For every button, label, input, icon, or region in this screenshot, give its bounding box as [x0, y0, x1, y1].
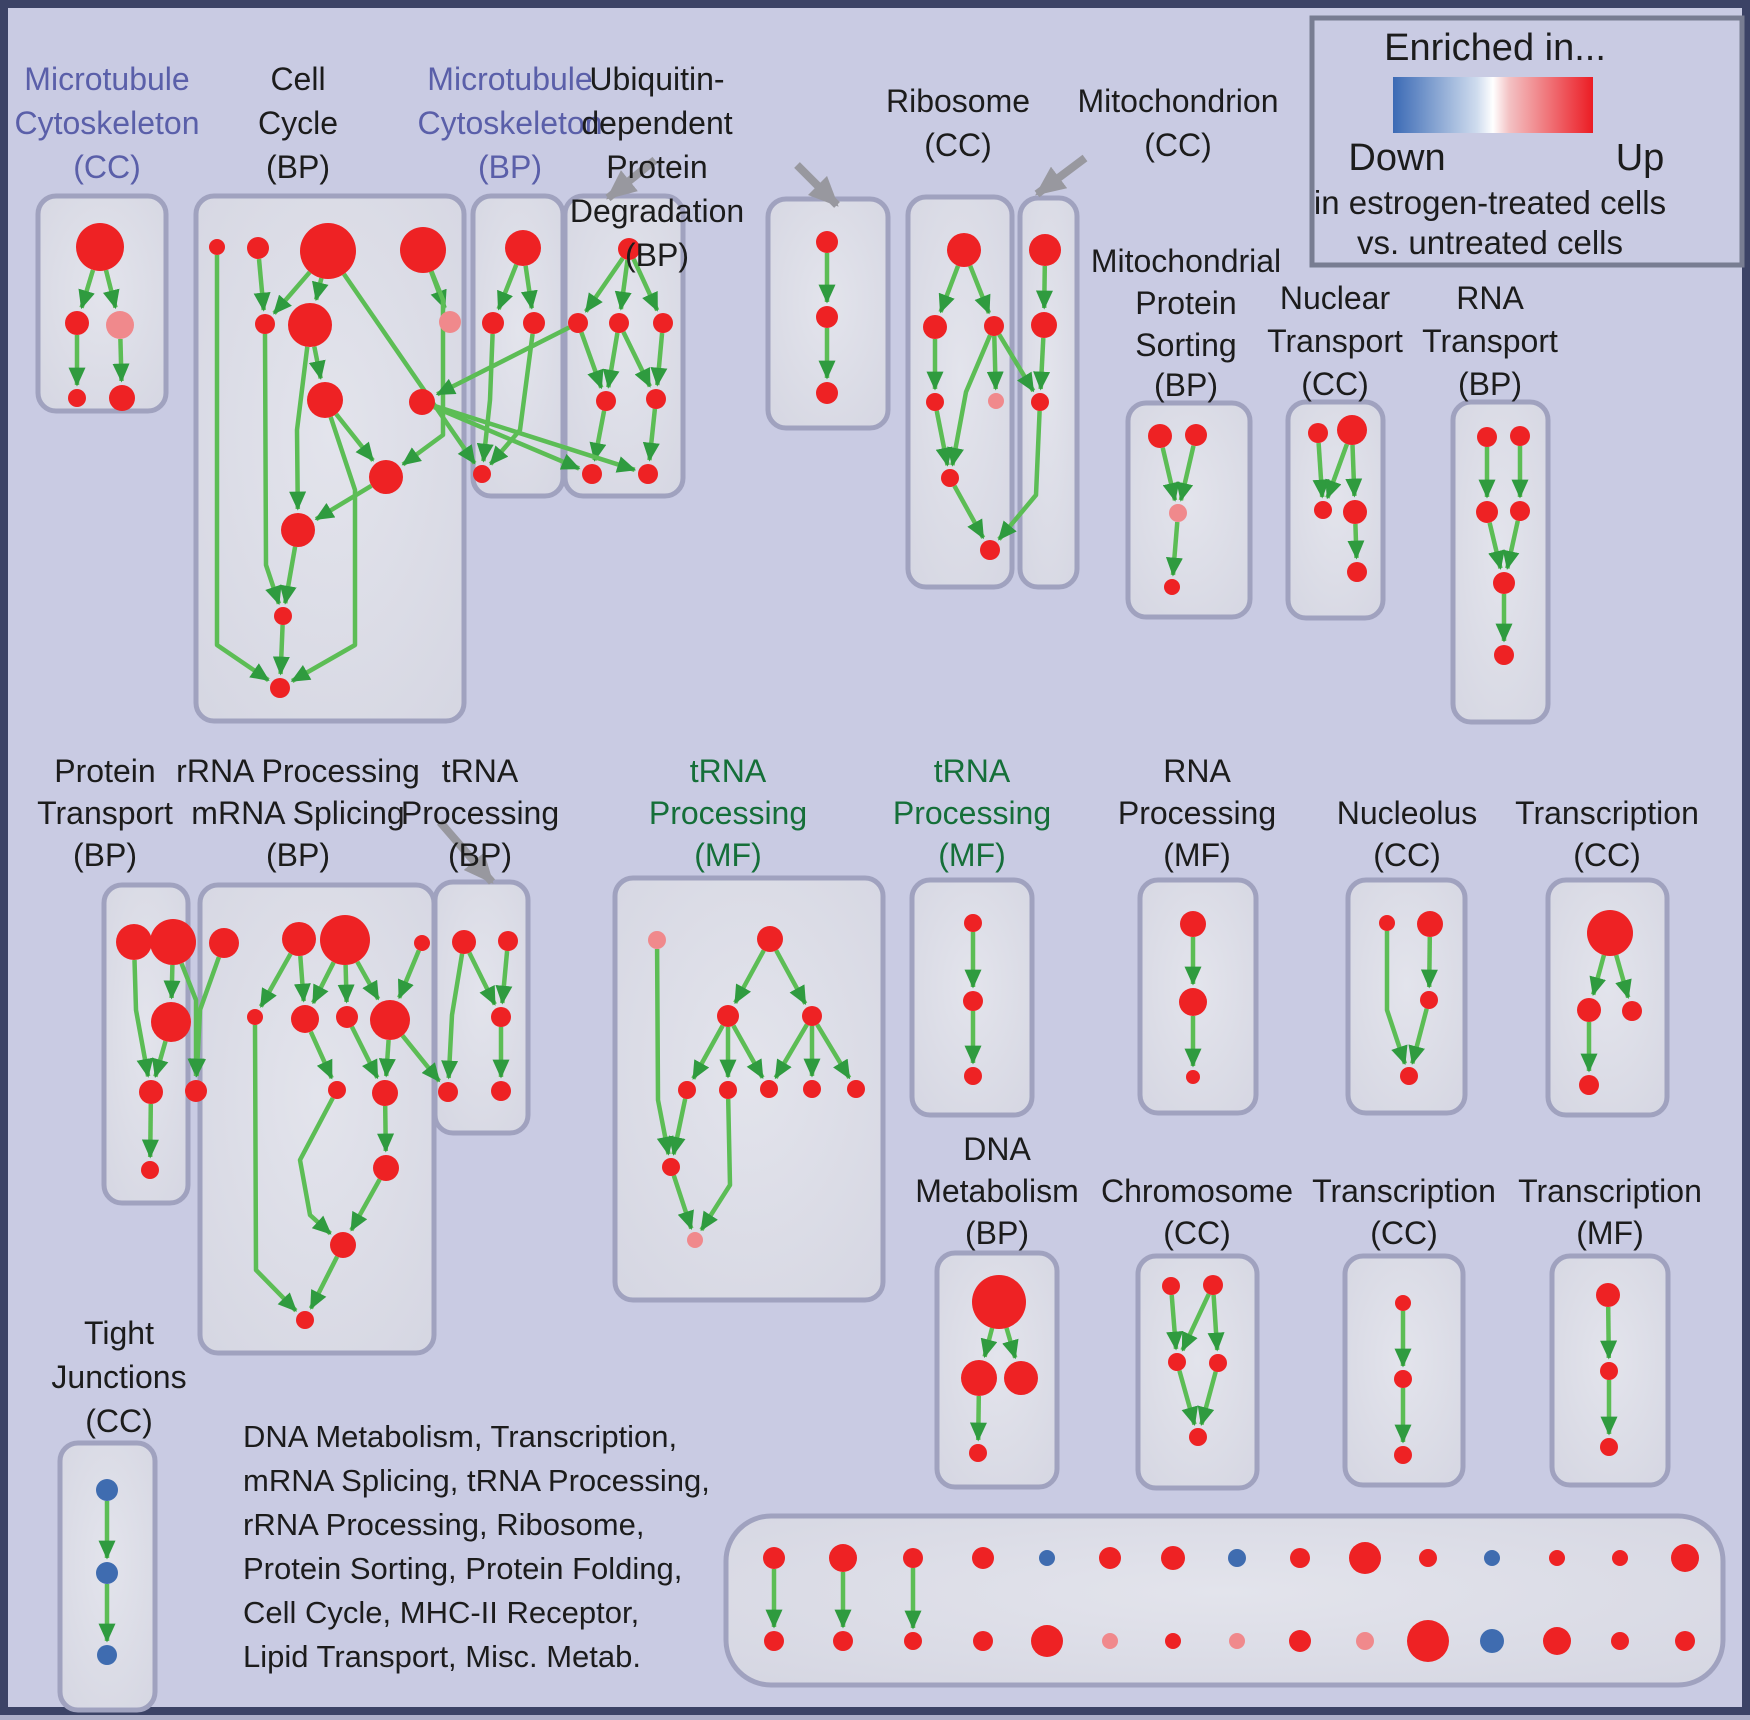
go-term-node-up [1407, 1620, 1449, 1662]
go-term-node-up [1675, 1631, 1695, 1651]
cluster-label-ubiquitin-degradation-bp: Degradation [569, 193, 745, 229]
go-term-node-up [1337, 415, 1367, 445]
legend-subtitle: in estrogen-treated cells [1313, 184, 1667, 221]
go-term-node-up [1099, 1547, 1121, 1569]
go-term-node-up [1186, 1070, 1200, 1084]
go-term-node-up [150, 919, 196, 965]
go-term-node-up [1612, 1550, 1628, 1566]
go-term-node-up [320, 915, 370, 965]
relation-edge [120, 339, 121, 381]
go-term-node-up [498, 931, 518, 951]
go-term-node-up [209, 239, 225, 255]
go-term-node-up [904, 1632, 922, 1650]
go-term-node-up [972, 1547, 994, 1569]
go-term-node-up [678, 1081, 696, 1099]
go-term-node-up [288, 303, 332, 347]
cluster-label-trna-processing-mf-1: Processing [648, 795, 808, 831]
go-term-node-up [816, 231, 838, 253]
go-term-node-up [1162, 1277, 1180, 1295]
cluster-label-trna-processing-bp: Processing [400, 795, 560, 831]
go-term-node-up [1549, 1550, 1565, 1566]
go-term-node-up [274, 607, 292, 625]
cluster-label-mitochondrial-protein-sorting-bp: Protein [1135, 285, 1237, 321]
cluster-label-microtubule-cytoskeleton-bp: (BP) [478, 149, 542, 185]
go-term-node-up [255, 314, 275, 334]
go-term-node-up [1420, 991, 1438, 1009]
go-term-node-up [969, 1444, 987, 1462]
misc-processes-text-line: mRNA Splicing, tRNA Processing, [243, 1463, 710, 1498]
go-term-node-up [373, 1155, 399, 1181]
cluster-box-nuclear-transport-cc [1288, 402, 1383, 618]
cluster-box-misc-processes [726, 1516, 1723, 1685]
go-term-node-up [757, 926, 783, 952]
legend [1312, 18, 1742, 265]
relation-edge [994, 336, 995, 389]
relation-edge [385, 1106, 386, 1151]
go-term-node-up [764, 1631, 784, 1651]
cluster-label-dna-metabolism-bp: Metabolism [915, 1173, 1079, 1209]
go-term-node-up [717, 1005, 739, 1027]
go-term-node-slightly-up [1169, 504, 1187, 522]
go-term-node-up [141, 1161, 159, 1179]
legend-down-label: Down [1348, 137, 1446, 179]
go-term-node-up [209, 928, 239, 958]
go-term-node-up [1203, 1275, 1223, 1295]
go-term-node-up [926, 393, 944, 411]
go-term-node-slightly-up [648, 931, 666, 949]
cluster-label-microtubule-cytoskeleton-cc: (CC) [73, 149, 141, 185]
go-term-node-up [1308, 423, 1328, 443]
go-term-node-up [1185, 424, 1207, 446]
cluster-label-rna-transport-bp: (BP) [1458, 366, 1522, 402]
go-term-node-up [1209, 1354, 1227, 1372]
go-term-node-up [847, 1080, 865, 1098]
go-term-node-up [1180, 911, 1206, 937]
go-term-node-up [414, 935, 430, 951]
go-term-node-down [1480, 1629, 1504, 1653]
go-term-node-up [582, 464, 602, 484]
go-term-node-up [763, 1547, 785, 1569]
relation-edge [1041, 338, 1044, 389]
go-term-node-up [247, 237, 269, 259]
go-term-node-up [1400, 1067, 1418, 1085]
cluster-label-rna-transport-bp: RNA [1456, 280, 1524, 316]
cluster-label-mitochondrion-cc: Mitochondrion [1077, 83, 1279, 119]
cluster-label-nucleolus-cc: Nucleolus [1336, 795, 1478, 831]
relation-edge [1353, 445, 1355, 496]
go-term-node-up [972, 1275, 1026, 1329]
go-term-node-up [300, 223, 356, 279]
go-term-node-up [247, 1009, 263, 1025]
go-term-node-up [653, 313, 673, 333]
go-term-node-up [491, 1007, 511, 1027]
go-term-node-up [1314, 501, 1332, 519]
cluster-label-tight-junctions-cc: Junctions [51, 1359, 187, 1395]
go-term-node-down [1484, 1550, 1500, 1566]
misc-processes-text-line: Lipid Transport, Misc. Metab. [243, 1639, 641, 1674]
go-term-node-up [491, 1081, 511, 1101]
go-term-node-up [1031, 1625, 1063, 1657]
cluster-label-rrna-processing-mrna-splicing-bp: mRNA Splicing [191, 795, 405, 831]
go-term-node-up [662, 1158, 680, 1176]
go-term-node-up [1417, 911, 1443, 937]
go-term-node-up [1493, 572, 1515, 594]
cluster-label-rna-processing-mf: RNA [1163, 753, 1231, 789]
go-term-node-up [482, 312, 504, 334]
go-term-node-up [802, 1006, 822, 1026]
go-term-node-up [1671, 1544, 1699, 1572]
go-term-node-up [452, 930, 476, 954]
go-term-node-down [1039, 1550, 1055, 1566]
cluster-box-rrna-processing-mrna-splicing-bp [200, 885, 434, 1353]
cluster-label-protein-transport-bp: (BP) [73, 837, 137, 873]
go-term-node-up [1579, 1075, 1599, 1095]
go-term-node-up [296, 1311, 314, 1329]
misc-processes-text-line: DNA Metabolism, Transcription, [243, 1419, 678, 1454]
go-term-node-up [330, 1232, 356, 1258]
go-term-node-up [307, 382, 343, 418]
relation-edge [1044, 266, 1045, 308]
go-term-node-up [941, 469, 959, 487]
go-term-node-up [1031, 312, 1057, 338]
go-term-node-up [281, 513, 315, 547]
go-term-node-up [963, 991, 983, 1011]
relation-edge [1429, 937, 1430, 987]
go-term-node-up [903, 1548, 923, 1568]
go-term-node-up [1004, 1361, 1038, 1395]
cluster-label-ubiquitin-degradation-bp: (BP) [625, 237, 689, 273]
go-term-node-slightly-up [439, 311, 461, 333]
go-term-node-up [1189, 1428, 1207, 1446]
cluster-label-mitochondrion-cc: (CC) [1144, 127, 1212, 163]
go-term-node-up [1347, 562, 1367, 582]
go-term-node-up [65, 311, 89, 335]
cluster-label-tight-junctions-cc: Tight [84, 1315, 154, 1351]
cluster-label-nucleolus-cc: (CC) [1373, 837, 1441, 873]
go-term-node-up [829, 1544, 857, 1572]
cluster-label-microtubule-cytoskeleton-bp: Microtubule [427, 61, 593, 97]
go-term-node-up [68, 389, 86, 407]
go-term-node-up [947, 233, 981, 267]
cluster-label-transcription-cc-1: Transcription [1515, 795, 1699, 831]
misc-processes-text-line: Protein Sorting, Protein Folding, [243, 1551, 683, 1586]
go-term-node-up [1029, 234, 1061, 266]
go-term-node-up [139, 1080, 163, 1104]
go-term-node-up [1543, 1627, 1571, 1655]
go-term-node-slightly-up [106, 311, 134, 339]
go-term-node-slightly-up [1229, 1633, 1245, 1649]
cluster-label-transcription-cc-2: Transcription [1312, 1173, 1496, 1209]
go-term-node-up [1031, 393, 1049, 411]
misc-processes-text-line: Cell Cycle, MHC-II Receptor, [243, 1595, 640, 1630]
cluster-label-trna-processing-mf-2: (MF) [938, 837, 1006, 873]
cluster-label-trna-processing-bp: (BP) [448, 837, 512, 873]
cluster-label-trna-processing-mf-2: Processing [892, 795, 1052, 831]
cluster-label-dna-metabolism-bp: DNA [963, 1131, 1031, 1167]
cluster-label-mitochondrial-protein-sorting-bp: Sorting [1135, 327, 1237, 363]
cluster-label-trna-processing-bp: tRNA [441, 753, 519, 789]
go-term-node-up [1349, 1542, 1381, 1574]
go-term-node-up [76, 223, 124, 271]
go-term-node-up [1622, 1001, 1642, 1021]
cluster-label-transcription-cc-1: (CC) [1573, 837, 1641, 873]
go-term-node-up [646, 389, 666, 409]
go-term-node-up [923, 315, 947, 339]
go-term-node-up [973, 1631, 993, 1651]
cluster-label-nuclear-transport-cc: Nuclear [1279, 280, 1391, 316]
cluster-label-transcription-mf: Transcription [1518, 1173, 1702, 1209]
relation-edge [150, 1104, 151, 1157]
go-term-node-up [282, 922, 316, 956]
go-term-node-slightly-up [988, 393, 1004, 409]
go-term-node-slightly-up [1102, 1633, 1118, 1649]
go-term-node-up [185, 1080, 207, 1102]
go-term-node-up [1379, 915, 1395, 931]
relation-edge [978, 1396, 979, 1440]
go-term-node-up [369, 460, 403, 494]
relation-edge [386, 1040, 388, 1076]
cluster-label-cell-cycle-bp: Cycle [257, 105, 339, 141]
go-term-node-up [964, 1067, 982, 1085]
go-term-node-up [438, 1082, 458, 1102]
go-term-node-up [1394, 1370, 1412, 1388]
cluster-label-ribosome-cc: Ribosome [885, 83, 1031, 119]
go-term-node-up [1494, 645, 1514, 665]
go-term-node-up [372, 1080, 398, 1106]
go-term-node-up [400, 227, 446, 273]
relation-edge [281, 625, 283, 674]
go-term-node-up [1577, 998, 1601, 1022]
legend-gradient-bar [1393, 77, 1593, 133]
go-term-node-up [1510, 501, 1530, 521]
go-term-node-up [523, 312, 545, 334]
cluster-label-microtubule-cytoskeleton-cc: Cytoskeleton [14, 105, 200, 141]
cluster-label-rna-processing-mf: Processing [1117, 795, 1277, 831]
go-term-node-up [1596, 1283, 1620, 1307]
go-term-node-up [1165, 1633, 1181, 1649]
go-term-node-up [151, 1002, 191, 1042]
cluster-label-dna-metabolism-bp: (BP) [965, 1215, 1029, 1251]
legend-up-label: Up [1615, 137, 1665, 179]
relation-edge [346, 965, 347, 1002]
go-term-node-slightly-up [687, 1232, 703, 1248]
go-term-node-up [1164, 579, 1180, 595]
go-term-node-up [1600, 1438, 1618, 1456]
go-term-node-up [1148, 424, 1172, 448]
cluster-label-trna-processing-mf-1: (MF) [694, 837, 762, 873]
go-term-node-up [1477, 427, 1497, 447]
go-term-node-up [1161, 1546, 1185, 1570]
legend-title: Enriched in... [1384, 27, 1606, 69]
go-term-node-down [97, 1645, 117, 1665]
cluster-label-protein-transport-bp: Transport [37, 795, 173, 831]
cluster-label-cell-cycle-bp: Cell [270, 61, 326, 97]
cluster-label-transcription-mf: (MF) [1576, 1215, 1644, 1251]
cluster-label-ribosome-cc: (CC) [924, 127, 992, 163]
go-term-node-up [109, 385, 135, 411]
go-term-node-up [409, 389, 435, 415]
relation-edge [1355, 524, 1356, 558]
go-term-node-up [505, 230, 541, 266]
cluster-label-transcription-cc-2: (CC) [1370, 1215, 1438, 1251]
cluster-label-mitochondrial-protein-sorting-bp: (BP) [1154, 367, 1218, 403]
go-term-node-up [370, 1000, 410, 1040]
cluster-label-cell-cycle-bp: (BP) [266, 149, 330, 185]
go-term-node-up [816, 306, 838, 328]
go-term-node-up [719, 1081, 737, 1099]
go-term-node-up [291, 1005, 319, 1033]
go-term-node-up [1179, 988, 1207, 1016]
go-term-node-up [1395, 1295, 1411, 1311]
cluster-box-chromosome-cc [1138, 1256, 1257, 1488]
go-term-node-up [803, 1080, 821, 1098]
cluster-label-microtubule-cytoskeleton-bp: Cytoskeleton [417, 105, 603, 141]
cluster-label-ubiquitin-degradation-bp: Ubiquitin- [589, 61, 725, 97]
go-term-node-up [116, 924, 152, 960]
legend-subtitle: vs. untreated cells [1357, 224, 1623, 261]
go-term-node-up [638, 464, 658, 484]
cluster-label-trna-processing-mf-1: tRNA [689, 753, 767, 789]
go-term-node-up [596, 391, 616, 411]
go-term-node-slightly-up [1356, 1632, 1374, 1650]
go-term-node-down [96, 1479, 118, 1501]
go-term-node-down [96, 1562, 118, 1584]
cluster-label-chromosome-cc: Chromosome [1100, 1173, 1294, 1209]
go-term-node-up [328, 1081, 346, 1099]
go-term-node-up [964, 914, 982, 932]
cluster-label-protein-transport-bp: Protein [54, 753, 156, 789]
go-term-node-down [1228, 1549, 1246, 1567]
go-term-node-up [568, 313, 588, 333]
misc-processes-text-line: rRNA Processing, Ribosome, [243, 1507, 645, 1542]
cluster-label-nuclear-transport-cc: Transport [1267, 323, 1403, 359]
cluster-label-rrna-processing-mrna-splicing-bp: rRNA Processing [176, 753, 420, 789]
go-term-node-up [1476, 501, 1498, 523]
cluster-label-mitochondrial-protein-sorting-bp: Mitochondrial [1090, 243, 1282, 279]
go-term-node-up [760, 1080, 778, 1098]
cluster-label-nuclear-transport-cc: (CC) [1301, 366, 1369, 402]
cluster-label-ubiquitin-degradation-bp: dependent [581, 105, 733, 141]
go-term-node-up [1419, 1549, 1437, 1567]
go-term-node-up [816, 382, 838, 404]
go-term-node-up [980, 540, 1000, 560]
cluster-label-chromosome-cc: (CC) [1163, 1215, 1231, 1251]
cluster-label-tight-junctions-cc: (CC) [85, 1403, 153, 1439]
go-term-node-up [1289, 1630, 1311, 1652]
relation-edge [1608, 1307, 1609, 1358]
cluster-label-rna-processing-mf: (MF) [1163, 837, 1231, 873]
go-term-node-up [1611, 1632, 1629, 1650]
cluster-label-rna-transport-bp: Transport [1422, 323, 1558, 359]
cluster-label-trna-processing-mf-2: tRNA [933, 753, 1011, 789]
go-term-node-up [1290, 1548, 1310, 1568]
go-term-node-up [984, 316, 1004, 336]
cluster-label-ubiquitin-degradation-bp: Protein [606, 149, 708, 185]
go-term-node-up [1600, 1362, 1618, 1380]
go-term-node-up [1168, 1353, 1186, 1371]
go-term-node-up [1510, 426, 1530, 446]
go-term-node-up [961, 1360, 997, 1396]
go-term-node-up [336, 1006, 358, 1028]
relation-edge [172, 965, 173, 998]
cluster-label-rrna-processing-mrna-splicing-bp: (BP) [266, 837, 330, 873]
cluster-label-microtubule-cytoskeleton-cc: Microtubule [24, 61, 190, 97]
go-term-node-up [270, 678, 290, 698]
go-term-node-up [609, 313, 629, 333]
go-term-node-up [1394, 1446, 1412, 1464]
go-term-node-up [473, 465, 491, 483]
go-term-node-up [833, 1631, 853, 1651]
go-term-node-up [1343, 500, 1367, 524]
go-term-node-up [1587, 910, 1633, 956]
